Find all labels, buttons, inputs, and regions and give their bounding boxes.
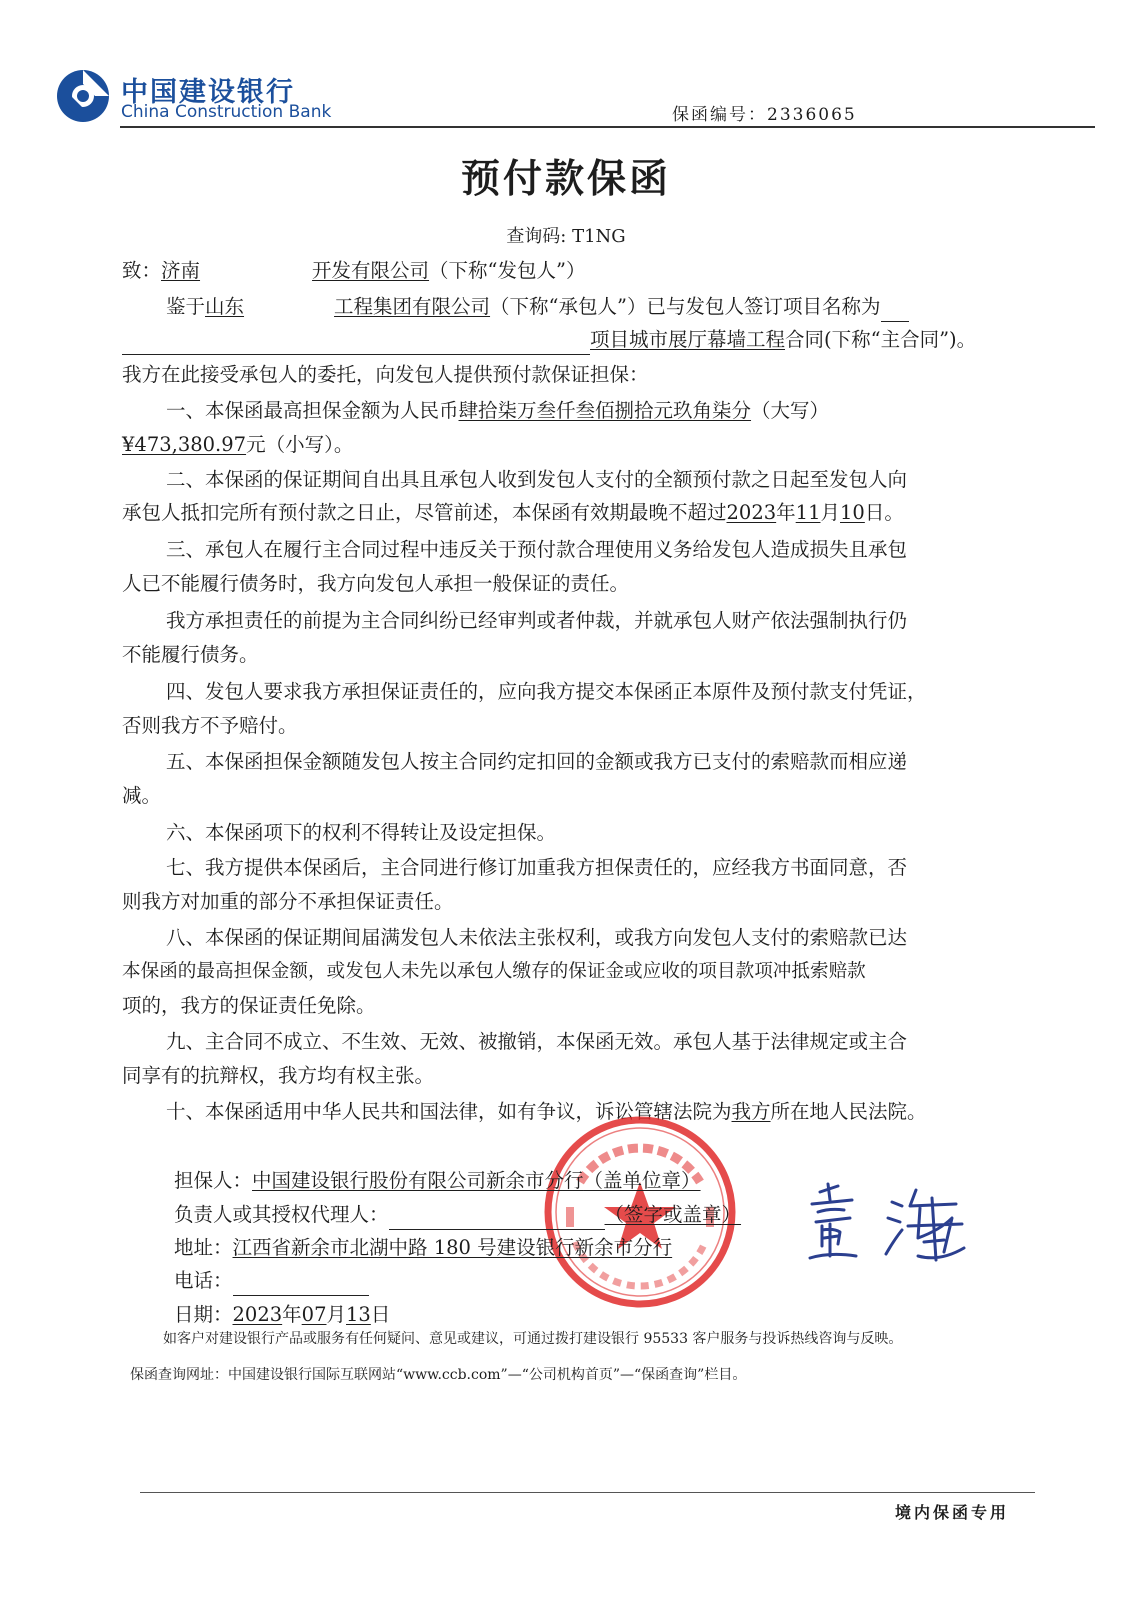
clause-1-suffix: （大写） <box>751 399 830 422</box>
project-redacted <box>122 332 590 355</box>
amount-in-words: 肆拾柒万叁仟叁佰捌拾元玖角柒分 <box>458 399 752 422</box>
project-name: 项目城市展厅幕墙工程 <box>590 328 786 351</box>
expiry-month: 11 <box>795 501 821 524</box>
clause-4-line-1: 四、发包人要求我方承担保证责任的，应向我方提交本保函正本原件及预付款支付凭证， <box>166 680 927 703</box>
court-party: 我方 <box>731 1100 771 1123</box>
clause-2-line-2 <box>122 498 904 528</box>
clause-10-prefix: 十、本保函适用中华人民共和国法律，如有争议，诉讼管辖法院为 <box>166 1100 732 1123</box>
clause-3-line-3: 我方承担责任的前提为主合同纠纷已经审判或者仲裁，并就承包人财产依法强制执行仍 <box>166 609 908 632</box>
query-code: 查询码: T1NG <box>506 226 626 247</box>
guarantor-label: 担保人： <box>174 1169 253 1192</box>
clause-4-line-2: 否则我方不予赔付。 <box>122 714 298 737</box>
addressee-suffix: （下称“发包人”） <box>429 259 586 282</box>
clause-3-line-4: 不能履行债务。 <box>122 643 259 666</box>
clause-5-line-1: 五、本保函担保金额随发包人按主合同约定扣回的金额或我方已支付的索赔款而相应递 <box>166 750 908 773</box>
clause-2-text: 承包人抵扣完所有预付款之日止，尽管前述，本保函有效期最晚不超过 <box>122 501 727 524</box>
intro-line-2 <box>122 325 976 355</box>
clause-7-line-2: 则我方对加重的部分不承担保证责任。 <box>122 890 454 913</box>
contractor-name-a: 山东 <box>205 295 245 318</box>
contract-suffix: 合同(下称“主合同”)。 <box>785 328 977 351</box>
date-line <box>174 1300 390 1330</box>
addressee-name-a: 济南 <box>161 259 201 282</box>
page-title: 预付款保函 <box>460 157 671 202</box>
intro-prefix: 鉴于 <box>166 295 206 318</box>
footer-divider <box>140 1492 1035 1493</box>
year-char: 年 <box>776 501 796 524</box>
date-day-char: 日 <box>370 1303 391 1326</box>
date-year-char: 年 <box>282 1303 302 1326</box>
date-day: 13 <box>346 1303 371 1326</box>
intro-suffix: （下称“承包人”）已与发包人签订项目名称为 <box>490 295 881 318</box>
representative-sign-note: （签字或盖章） <box>604 1203 742 1226</box>
clause-10-suffix: 所在地人民法院。 <box>770 1100 927 1123</box>
clause-1-suffix-2: 元（小写）。 <box>246 433 354 456</box>
phone-line <box>174 1266 369 1296</box>
bank-logo <box>55 68 375 128</box>
query-url-note: 保函查询网址：中国建设银行国际互联网站“www.ccb.com”—“公司机构首页”—“保函查询”栏目。 <box>130 1367 747 1383</box>
date-month: 07 <box>301 1303 327 1326</box>
date-label: 日期： <box>174 1303 233 1326</box>
clause-8-line-1: 八、本保函的保证期间届满发包人未依法主张权利，或我方向发包人支付的索赔款已达 <box>166 926 908 949</box>
intro-line-1 <box>166 292 909 322</box>
domestic-guarantee-label: 境内保函专用 <box>895 1503 1010 1522</box>
handwritten-signature <box>800 1178 970 1268</box>
expiry-year: 2023 <box>726 501 777 524</box>
project-name-blank <box>881 299 909 322</box>
bank-name-en: China Construction Bank <box>121 102 332 122</box>
clause-9-line-2: 同享有的抗辩权，我方均有权主张。 <box>122 1064 435 1087</box>
clause-9-line-1: 九、主合同不成立、不生效、无效、被撤销，本保函无效。承包人基于法律规定或主合 <box>166 1030 908 1053</box>
clause-2-line-1: 二、本保函的保证期间自出具且承包人收到发包人支付的全额预付款之日起至发包人向 <box>166 468 908 491</box>
ccb-logo-icon <box>55 68 111 124</box>
clause-3-line-1: 三、承包人在履行主合同过程中违反关于预付款合理使用义务给发包人造成损失且承包 <box>166 538 908 561</box>
guarantor-line <box>174 1166 701 1196</box>
customer-service-note: 如客户对建设银行产品或服务有任何疑问、意见或建议，可通过拨打建设银行 95533 客户服务与投诉热线咨询与反映。 <box>163 1331 903 1347</box>
representative-line <box>174 1200 741 1230</box>
clause-1-line-1 <box>166 396 829 426</box>
phone-label: 电话： <box>174 1269 233 1292</box>
bank-name-cn: 中国建设银行 <box>121 77 295 108</box>
guarantee-number: 保函编号：2336065 <box>672 105 857 125</box>
date-year: 2023 <box>232 1303 283 1326</box>
addressee-prefix: 致： <box>122 259 162 282</box>
contractor-name-b: 工程集团有限公司 <box>334 295 491 318</box>
guarantor-seal-note: （盖单位章） <box>583 1169 701 1192</box>
clause-7-line-1: 七、我方提供本保函后，主合同进行修订加重我方担保责任的，应经我方书面同意，否 <box>166 856 908 879</box>
amount-in-figures: ¥473,380.97 <box>122 433 247 456</box>
guarantor-name: 中国建设银行股份有限公司新余市分行 <box>252 1169 584 1192</box>
address-line <box>174 1233 672 1263</box>
intro-line-3: 我方在此接受承包人的委托，向发包人提供预付款保证担保： <box>122 363 649 386</box>
clause-6: 六、本保函项下的权利不得转让及设定担保。 <box>166 821 557 844</box>
month-char: 月 <box>820 501 841 524</box>
date-month-char: 月 <box>326 1303 347 1326</box>
representative-label: 负责人或其授权代理人： <box>174 1203 389 1226</box>
representative-blank <box>389 1207 605 1230</box>
clause-8-line-3: 项的，我方的保证责任免除。 <box>122 994 376 1017</box>
clause-5-line-2: 减。 <box>122 784 162 807</box>
phone-blank <box>233 1273 369 1296</box>
address-label: 地址： <box>174 1236 233 1259</box>
addressee-line <box>122 256 586 286</box>
header-divider <box>120 126 1095 128</box>
clause-1-prefix: 一、本保函最高担保金额为人民币 <box>166 399 459 422</box>
day-char: 日。 <box>864 501 904 524</box>
clause-1-line-2 <box>122 430 353 460</box>
address-value: 江西省新余市北湖中路 180 号建设银行新余市分行 <box>232 1236 673 1259</box>
expiry-day: 10 <box>840 501 865 524</box>
addressee-name-b: 开发有限公司 <box>312 259 430 282</box>
clause-8-line-2: 本保函的最高担保金额，或发包人未先以承包人缴存的保证金或应收的项目款项冲抵索赔款 <box>122 961 866 982</box>
clause-3-line-2: 人已不能履行债务时，我方向发包人承担一般保证的责任。 <box>122 572 630 595</box>
